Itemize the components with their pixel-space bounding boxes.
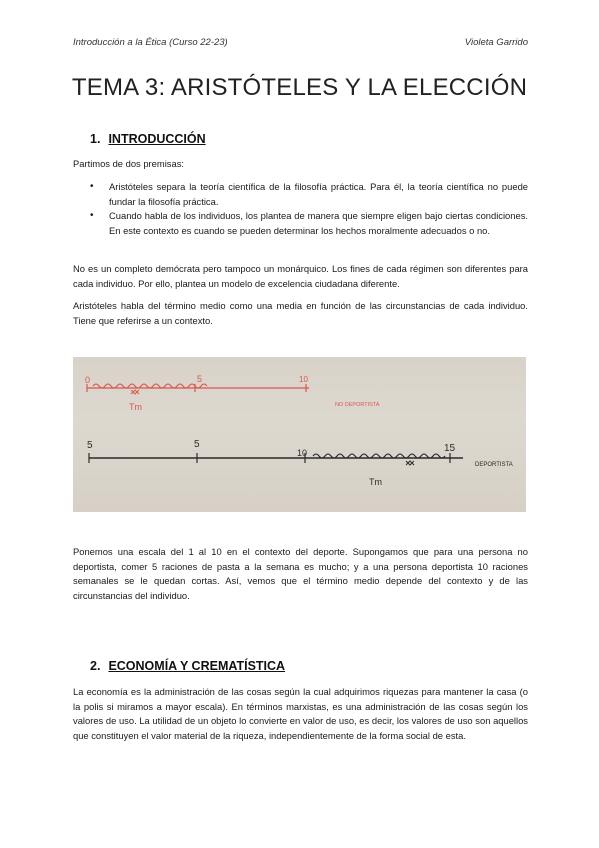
section-2-paragraph-1: La economía es la administración de las cosas según la cual adquirimos riquezas para mantener la casa (o la polis si miramos a mayor escala). En términos marxistas, es una administración de las cosas según los valores de uso. La utilidad de un objeto lo convierte en valor de uso, es decir, los valores de uso son aquellos que constituyen el valor material de la riqueza, independientemente de la forma social de esta. (73, 686, 528, 741)
handdrawn-scale-figure (73, 357, 526, 512)
section-1-paragraph-2: Aristóteles habla del término medio como una media en función de las circunstancias de cada individuo. Tiene que referirse a un contexto. (73, 300, 528, 326)
bottom-cross-mark (406, 461, 414, 465)
bullet-icon: • (90, 210, 94, 221)
bullet-text: Aristóteles separa la teoría científica de la filosofía práctica. Para él, la teoría científica no puede fundar la filosofía práctica. (109, 181, 528, 207)
header-author: Violeta Garrido (464, 37, 528, 48)
list-item (90, 209, 528, 238)
scale-diagram (73, 357, 526, 512)
section-1-number: 1. (90, 132, 101, 146)
top-label-start: 0 (85, 375, 91, 385)
section-1-paragraph-1: No es un completo demócrata pero tampoco un monárquico. Los fines de cada régimen son diferentes para cada individuo. Por ello, plantea un modelo de excelencia ciudadana diferente. (73, 263, 528, 289)
top-label-mid: 5 (197, 374, 203, 384)
section-1-title: INTRODUCCIÓN (108, 132, 206, 146)
top-label-tm: Tm (129, 402, 142, 412)
header-course: Introducción a la Ética (Curso 22-23) (73, 37, 228, 48)
bottom-label-ten: 10 (297, 448, 308, 458)
bottom-label-start: 5 (87, 440, 93, 451)
section-1-paragraph-3: Ponemos una escala del 1 al 10 en el contexto del deporte. Supongamos que para una persona no deportista, comer 5 raciones de pasta a la semana es mucho; y a una persona deportista 10 raciones semanales se le quedan cortas. Así, vemos que el término medio depende del contexto y de las circunstancias del individuo. (73, 546, 528, 601)
premise-list (90, 180, 528, 238)
section-1-heading (90, 132, 206, 146)
section-1-intro: Partimos de dos premisas: (73, 158, 184, 169)
list-item (90, 180, 528, 209)
bullet-icon: • (90, 181, 94, 192)
section-2-title: ECONOMÍA Y CREMATÍSTICA (108, 659, 286, 673)
section-2-number: 2. (90, 659, 101, 673)
page-title: TEMA 3: ARISTÓTELES Y LA ELECCIÓN (71, 74, 528, 101)
bullet-text: Cuando habla de los individuos, los plantea de manera que siempre eligen bajo ciertas condiciones. En este contexto es cuando se pueden determinar los hechos moralmente adecuados o no. (109, 210, 528, 236)
bottom-label-mid: 5 (194, 439, 200, 450)
bottom-label-tm: Tm (369, 477, 382, 487)
section-2-heading (90, 659, 285, 673)
top-cross-mark (131, 390, 139, 394)
bottom-side-note: DEPORTISTA (475, 462, 513, 468)
bottom-label-end: 15 (444, 443, 456, 454)
top-side-note: NO DEPORTISTA (335, 402, 380, 408)
top-label-end: 10 (299, 375, 308, 384)
